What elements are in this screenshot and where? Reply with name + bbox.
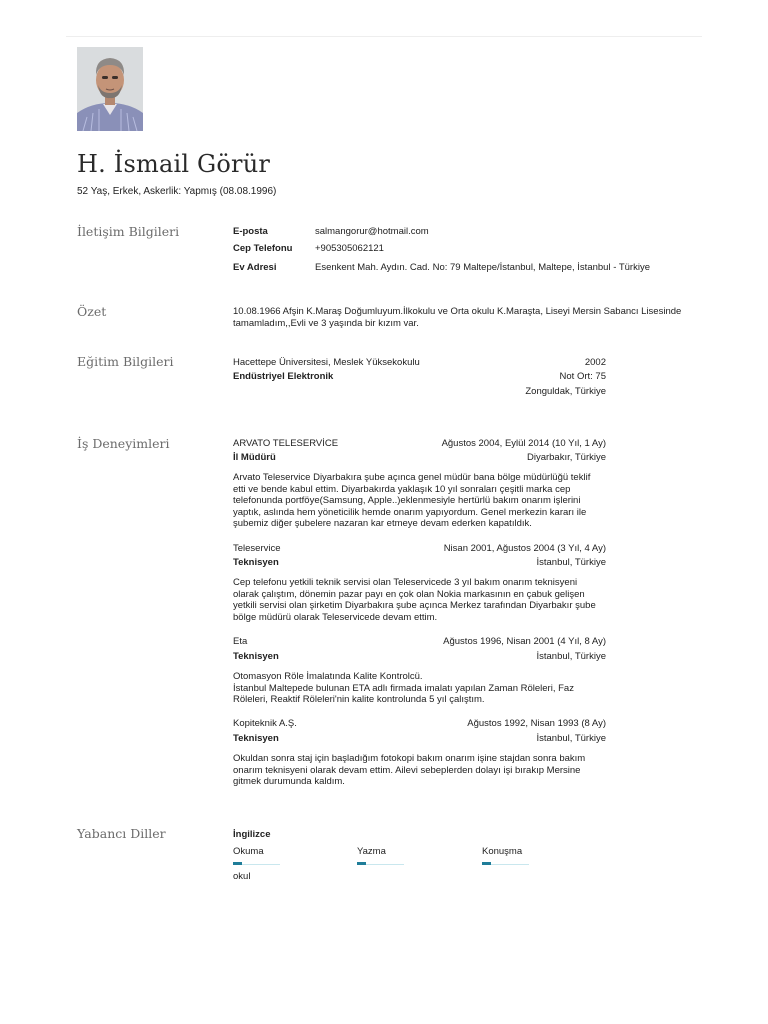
job-description-line: Arvato Teleservice Diyarbakıra şube açınca genel müdür bana bölge müdürlüğü teklif <box>233 472 591 483</box>
section-education-heading: Eğitim Bilgileri <box>77 354 174 369</box>
job-dates: Ağustos 1992, Nisan 1993 (8 Ay) <box>467 718 606 729</box>
skill-bar-speaking-fill <box>482 862 491 865</box>
skill-label-speaking: Konuşma <box>482 846 523 857</box>
job-company: ARVATO TELESERVİCE <box>233 438 339 449</box>
address-value: Esenkent Mah. Aydın. Cad. No: 79 Maltepe/İstanbul, Maltepe, İstanbul - Türkiye <box>315 262 650 273</box>
section-contact-heading: İletişim Bilgileri <box>77 224 180 239</box>
phone-label: Cep Telefonu <box>233 243 293 254</box>
profile-subtitle: 52 Yaş, Erkek, Askerlik: Yapmış (08.08.1996) <box>77 186 277 197</box>
job-description-line: şubemiz diğer şubelere nazaran kar etmeye devam ederken kapatıldık. <box>233 518 532 529</box>
summary-line: tamamladım,,Evli ve 3 yaşında bir kızım var. <box>233 317 419 329</box>
job-title: Teknisyen <box>233 557 279 568</box>
top-divider <box>66 36 702 37</box>
job-description-line: Röleleri, Reaktif Röleleri'nin kalite kontrolunda 5 yıl çalıştım. <box>233 694 485 705</box>
language-name: İngilizce <box>233 829 271 840</box>
job-location: İstanbul, Türkiye <box>536 651 606 662</box>
job-description-line: onarım teknisyeni olarak devam ettim. Ailevi sebeplerden dolayı işi bırakıp Mersine <box>233 764 581 776</box>
job-location: Diyarbakır, Türkiye <box>526 452 606 463</box>
job-dates: Ağustos 2004, Eylül 2014 (10 Yıl, 1 Ay) <box>441 438 606 449</box>
phone-value[interactable]: +905305062121 <box>315 243 384 254</box>
skill-bar-reading-fill <box>233 862 242 865</box>
job-description <box>233 577 596 623</box>
skill-bar-reading <box>233 864 280 865</box>
job-company: Teleservice <box>233 543 281 554</box>
education-school: Hacettepe Üniversitesi, Meslek Yüksekokulu <box>233 357 420 368</box>
job-description-line: bölge müdürü olarak Teleservicede devam ettim. <box>233 611 438 623</box>
skill-bar-speaking <box>482 864 529 865</box>
language-note: okul <box>233 871 251 882</box>
job-description-line: etti ve bende kabul ettim. Diyarbakırda yaklaşık 10 yıl sonraları çeşitli marka cep <box>233 483 571 495</box>
education-location: Zonguldak, Türkiye <box>525 386 606 397</box>
section-experience-heading: İş Deneyimleri <box>77 436 170 451</box>
education-grade: Not Ort: 75 <box>559 371 606 382</box>
job-description-line: Otomasyon Röle İmalatında Kalite Kontrolcü. <box>233 671 423 682</box>
job-title: Teknisyen <box>233 733 279 744</box>
job-company: Eta <box>233 636 248 647</box>
job-description-line: Okuldan sonra staj için başladığım fotokopi bakım onarım işine stajdan sonra bakım <box>233 753 586 764</box>
job-title: Teknisyen <box>233 651 279 662</box>
skill-label-reading: Okuma <box>233 846 264 857</box>
email-value[interactable]: salmangorur@hotmail.com <box>315 226 429 237</box>
job-description <box>233 472 590 530</box>
section-summary-heading: Özet <box>77 304 107 319</box>
job-description-line: yetkili servisi olan şirketim Diyarbakıra şube açınca Merkez tarafından Diyarbakır şube <box>233 600 596 611</box>
job-dates: Nisan 2001, Ağustos 2004 (3 Yıl, 4 Ay) <box>443 543 606 554</box>
address-label: Ev Adresi <box>233 262 277 273</box>
summary-text <box>233 306 681 329</box>
job-description-line: olarak çalıştım, dönemin pazar payı en çok olan Nokia markasının en çabuk gelişen <box>233 588 585 600</box>
job-company: Kopiteknik A.Ş. <box>233 718 297 729</box>
job-description-line: telefonunda portföye(Samsung, Apple..)eklenmesiyle hertürlü bakım onarım işlerini <box>233 495 581 506</box>
email-label: E-posta <box>233 226 268 237</box>
job-description <box>233 753 585 788</box>
job-description-line: yaptık, aslında hem yöneticilik hemde onarım yapıyordum. Genel merkezin kararı ile <box>233 506 587 518</box>
skill-bar-writing-fill <box>357 862 366 865</box>
section-languages-heading: Yabancı Diller <box>77 826 166 841</box>
profile-photo <box>77 47 143 131</box>
skill-bar-writing <box>357 864 404 865</box>
job-location: İstanbul, Türkiye <box>536 733 606 744</box>
job-description-line: Cep telefonu yetkili teknik servisi olan Teleservicede 3 yıl bakım onarım teknisyeni <box>233 577 578 588</box>
education-year: 2002 <box>584 357 606 368</box>
job-location: İstanbul, Türkiye <box>536 557 606 568</box>
job-dates: Ağustos 1996, Nisan 2001 (4 Yıl, 8 Ay) <box>443 636 606 647</box>
job-description-line: gitmek durumunda kaldım. <box>233 776 345 787</box>
education-department: Endüstriyel Elektronik <box>233 371 334 382</box>
summary-line: 10.08.1966 Afşin K.Maraş Doğumluyum.İlkokulu ve Orta okulu K.Maraşta, Liseyi Mersin Sabancı Lisesinde <box>233 306 682 317</box>
profile-name: H. İsmail Görür <box>77 150 271 178</box>
skill-label-writing: Yazma <box>357 846 386 857</box>
job-description-line: İstanbul Maltepede bulunan ETA adlı firmada imalatı yapılan Zaman Röleleri, Faz <box>233 682 574 694</box>
job-description <box>233 671 574 706</box>
job-title: İl Müdürü <box>233 452 276 463</box>
